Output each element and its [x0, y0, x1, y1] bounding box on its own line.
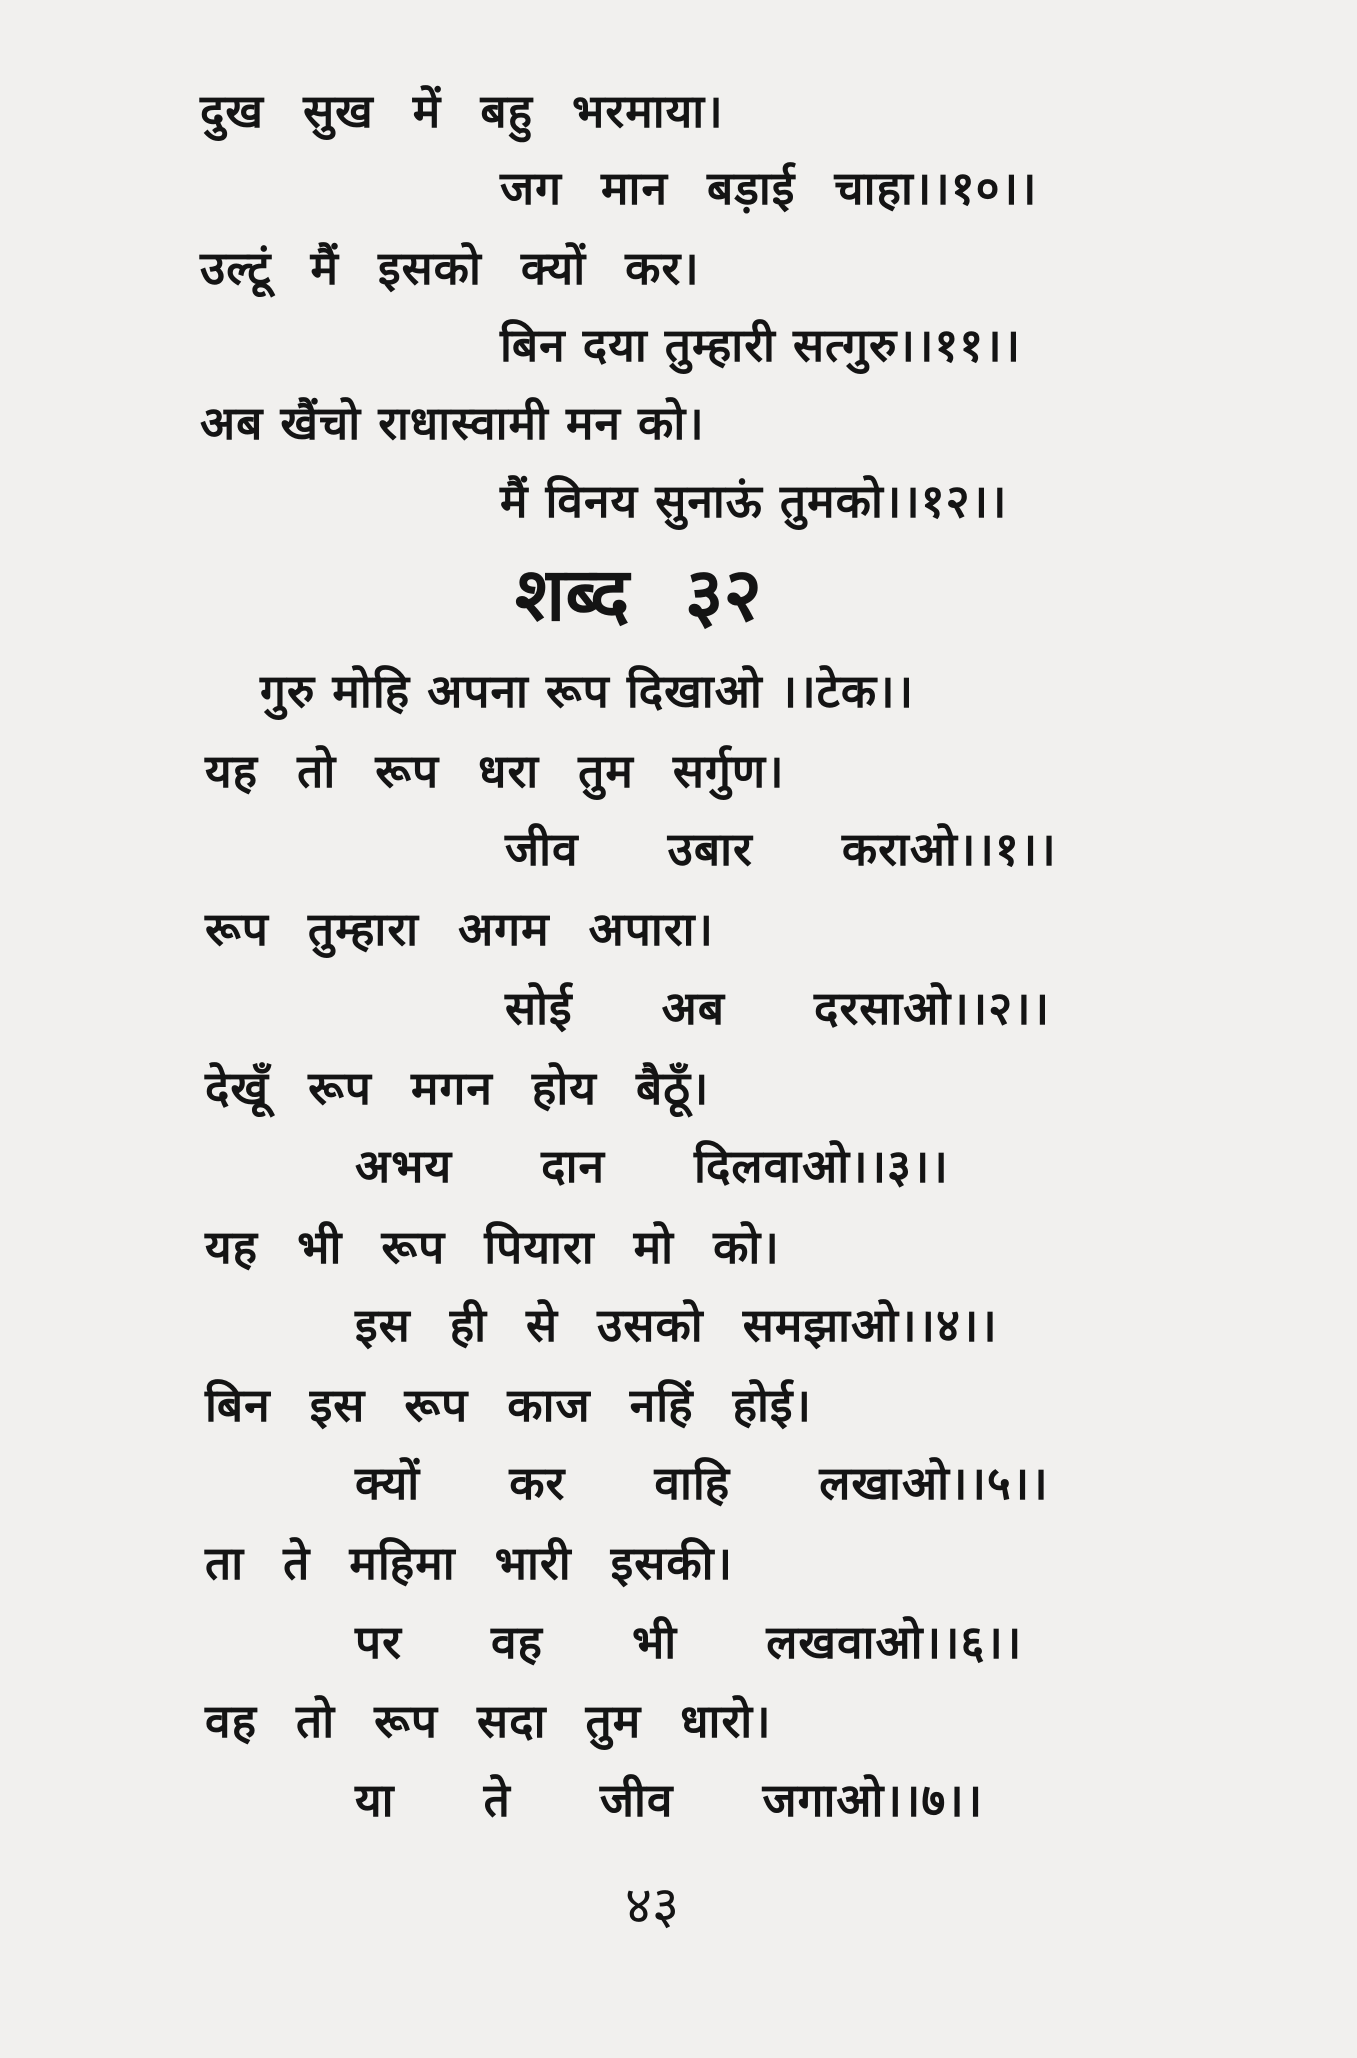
section-heading: शब्द ३२ — [515, 552, 762, 638]
page-number: ४३ — [625, 1876, 680, 1936]
book-page: दुख सुख में बहु भरमाया। जग मान बड़ाई चाहा।।१०।। उल्टूं मैं इसको क्यों कर। बिन दया तुम्हारी सत्गुरु।।११।। अब खैंचो राधास्वामी मन को। मैं विनय सुनाऊं तुमको।।१२।। शब्द ३२ गुरु मोहि अपना रूप दिखाओ ।।टेक।। यह तो रूप धरा तुम सर्गुण। जीव उबार कराओ।।१।। रूप तुम्हारा अगम अपारा। सोई अब दरसाओ।।२।। देखूँ रूप मगन होय बैठूँ। अभय दान दिलवाओ।।३।। यह भी रूप पियारा मो को। इस ही से उसको समझाओ।।४।। बिन इस रूप काज नहिं होई। क्यों कर वाहि लखाओ।।५।। ता ते महिमा भारी इसकी। पर वह भी लखवाओ।।६।। वह तो रूप सदा तुम धारो। या ते जीव जगाओ।।७।। ४३ — [200, 84, 1057, 1936]
